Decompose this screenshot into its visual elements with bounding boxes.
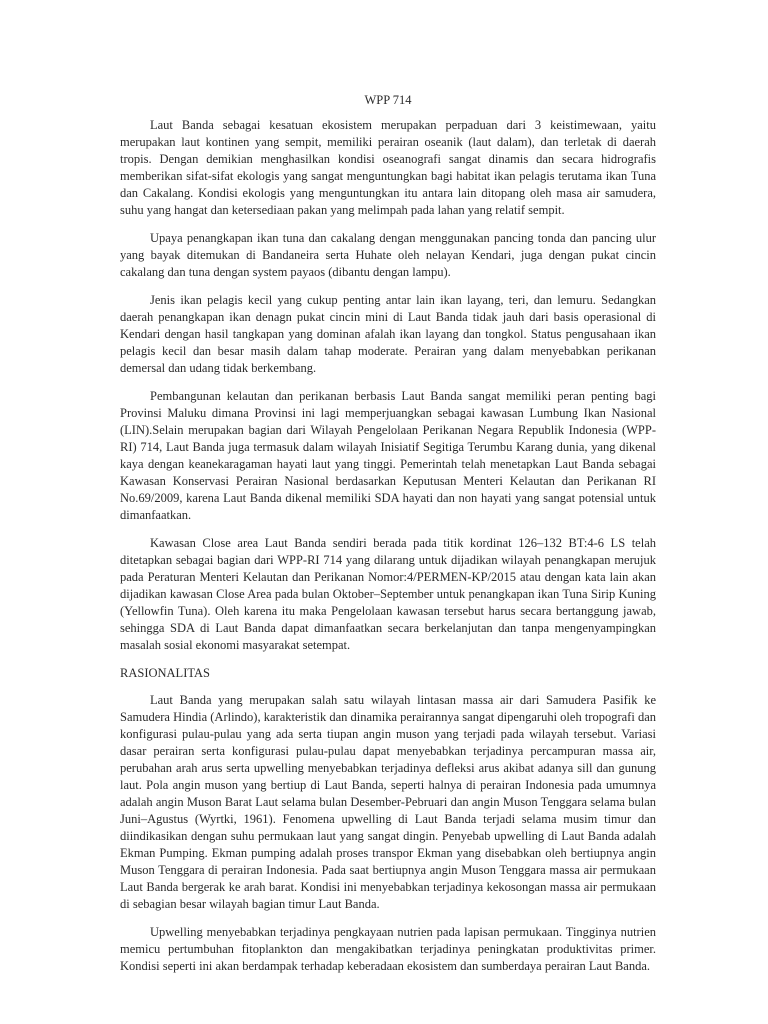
- document-title: WPP 714: [364, 93, 412, 107]
- paragraph-upwelling-nutrients: Upwelling menyebabkan terjadinya pengkayaan nutrien pada lapisan permukaan. Tingginya nutrien memicu pertumbuhan fitoplankton dan mengakibatkan terjadinya peningkatan produktivitas primer. Kondisi seperti ini akan berdampak terhadap keberadaan ekosistem dan sumberdaya perairan Laut Banda.: [120, 925, 656, 973]
- paragraph-upwelling-dynamics: Laut Banda yang merupakan salah satu wilayah lintasan massa air dari Samudera Pasifik ke Samudera Hindia (Arlindo), karakteristik dan dinamika perairannya sangat dipengaruhi oleh tropografi dan konfigurasi pulau-pulau yang ada serta tiupan angin muson yang terjadi pada wilayah tersebut. Variasi dasar perairan serta konfigurasi pulau-pulau dapat menyebabkan terjadinya percampuran massa air, perubahan arah arus serta upwelling menyebabkan terjadinya defleksi arus akibat adanya sill dan gunung laut. Pola angin muson yang bertiup di Laut Banda, seperti halnya di perairan Indonesia pada umumnya adalah angin Muson Barat Laut selama bulan Desember-Pebruari dan angin Muson Tenggara selama bulan Juni–Agustus (Wyrtki, 1961). Fenomena upwelling di Laut Banda terjadi selama musim timur dan diindikasikan dengan suhu permukaan laut yang sangat dingin. Penyebab upwelling di Laut Banda adalah Ekman Pumping. Ekman pumping adalah proses transpor Ekman yang disebabkan oleh bertiupnya angin Muson Tenggara di perairan Indonesia. Pada saat bertiupnya angin Muson Tenggara massa air permukaan Laut Banda bergerak ke arah barat. Kondisi ini menyebabkan terjadinya kekosongan massa air permukaan di sebagian besar wilayah bagian timur Laut Banda.: [120, 693, 656, 911]
- section-heading-rasionalitas: RASIONALITAS: [120, 666, 210, 680]
- paragraph-close-area: Kawasan Close area Laut Banda sendiri berada pada titik kordinat 126–132 BT:4-6 LS telah ditetapkan sebagai bagian dari WPP-RI 714 yang dilarang untuk dijadikan wilayah penangkapan merujuk pada Peraturan Menteri Kelautan dan Perikanan Nomor:4/PERMEN-KP/2015 atau dengan kata lain akan dijadikan kawasan Close Area pada bulan Oktober–September untuk penangkapan ikan Tuna Sirip Kuning (Yellowfin Tuna). Oleh karena itu maka Pengelolaan kawasan tersebut harus secara bertanggung jawab, sehingga SDA di Laut Banda dapat dimanfaatkan secara berkelanjutan dan tanpa mengenyampingkan masalah sosial ekonomi masyarakat setempat.: [120, 536, 656, 652]
- paragraph-intro: Laut Banda sebagai kesatuan ekosistem merupakan perpaduan dari 3 keistimewaan, yaitu merupakan laut kontinen yang sempit, memiliki perairan oseanik (laut dalam), dan terletak di daerah tropis. Dengan demikian menghasilkan kondisi oseanografi sangat dinamis dan secara hidrografis memberikan sifat-sifat ekologis yang sangat menguntungkan bagi habitat ikan pelagis terutama ikan Tuna dan Cakalang. Kondisi ekologis yang menguntungkan itu antara lain ditopang oleh masa air samudera, suhu yang hangat dan ketersediaan pakan yang melimpah pada lahan yang relatif sempit.: [120, 118, 656, 217]
- paragraph-small-pelagic: Jenis ikan pelagis kecil yang cukup penting antar lain ikan layang, teri, dan lemuru. Sedangkan daerah penangkapan ikan denagn pukat cincin mini di Laut Banda tidak jauh dari basis operasional di Kendari dengan hasil tangkapan yang dominan afalah ikan layang dan tongkol. Status pengusahaan ikan pelagis kecil dan besar masih dalam tahap moderate. Perairan yang dalam menyebabkan perikanan demersal dan udang tidak berkembang.: [120, 293, 656, 375]
- paragraph-development: Pembangunan kelautan dan perikanan berbasis Laut Banda sangat memiliki peran penting bagi Provinsi Maluku dimana Provinsi ini lagi memperjuangkan sebagai kawasan Lumbung Ikan Nasional (LIN).Selain merupakan bagian dari Wilayah Pengelolaan Perikanan Negara Republik Indonesia (WPP-RI) 714, Laut Banda juga termasuk dalam wilayah Inisiatif Segitiga Terumbu Karang dunia, yang dikenal kaya dengan keanekaragaman hayati laut yang tinggi. Pemerintah telah menetapkan Laut Banda sebagai Kawasan Konservasi Perairan Nasional berdasarkan Keputusan Menteri Kelautan dan Perikanan RI No.69/2009, karena Laut Banda dikenal memiliki SDA hayati dan non hayati yang sangat potensial untuk dimanfaatkan.: [120, 389, 656, 522]
- paragraph-fishing-effort: Upaya penangkapan ikan tuna dan cakalang dengan menggunakan pancing tonda dan pancing ulur yang bayak ditemukan di Bandaneira serta Huhate oleh nelayan Kendari, juga dengan pukat cincin cakalang dan tuna dengan system payaos (dibantu dengan lampu).: [120, 231, 656, 279]
